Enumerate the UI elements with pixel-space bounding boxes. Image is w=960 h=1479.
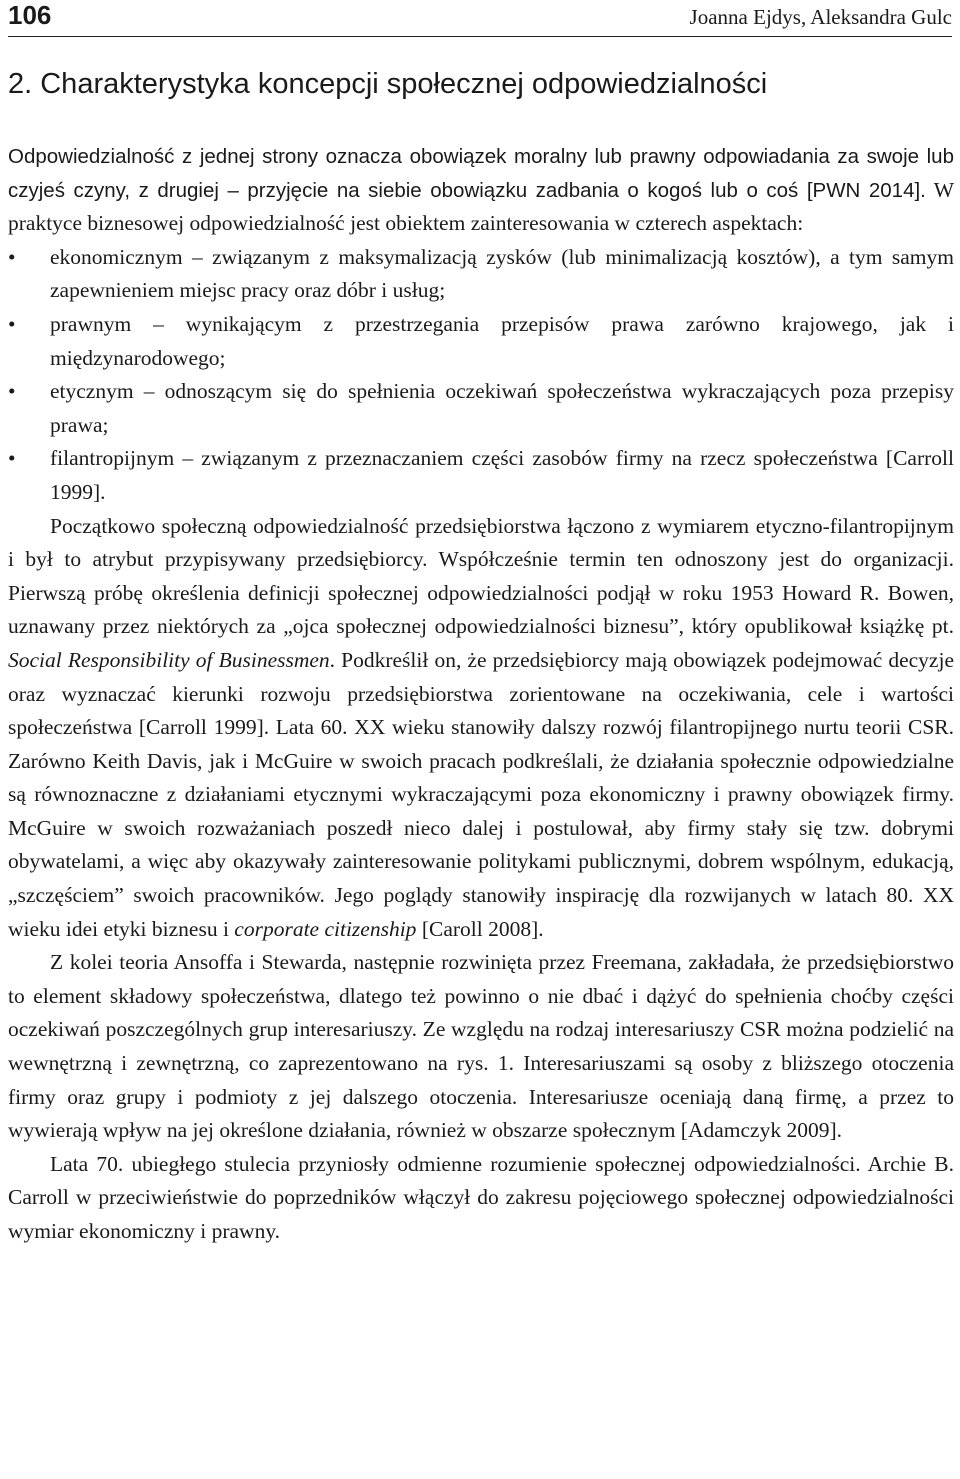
stakeholder-paragraph: Z kolei teoria Ansoffa i Stewarda, następnie rozwinięta przez Freemana, zakładała, że przedsiębiorstwo to element składowy społeczeństwa, dlatego też powinno o nie dbać i dążyć do spełnienia choćby części oczekiwań poszczególnych grup interesariuszy. Ze względu na rodzaj interesariuszy CSR można podzielić na wewnętrzną i zewnętrzną, co zaprezentowano na rys. 1. Interesariuszami są osoby z bliższego otoczenia firmy oraz grupy i podmioty z jej dalszego otoczenia. Interesariusze oceniają daną firmę, a przez to wywierają wpływ na jej określone działania, również w obszarze społecznym [Adamczyk 2009]. [8, 950, 954, 1143]
history-text-end: [Caroll 2008]. [416, 916, 544, 941]
aspect-ethical: etycznym – odnoszącym się do spełnienia oczekiwań społeczeństwa wykraczających poza przepisy prawa; [50, 379, 954, 437]
section-title: 2. Charakterystyka koncepcji społecznej odpowiedzialności [8, 68, 768, 100]
list-item [8, 442, 954, 509]
aspects-list [8, 241, 954, 510]
intro-aspects-lead: W praktyce biznesowej odpowiedzialność jest obiektem zainteresowania w czterech aspektach: [8, 177, 954, 236]
list-item [8, 241, 954, 308]
book-title: Social Responsibility of Businessmen [8, 647, 330, 672]
page-header [8, 0, 952, 37]
history-text-start: Początkowo społeczną odpowiedzialność przedsiębiorstwa łączono z wymiarem etyczno-filantropijnym i był to atrybut przypisywany przedsiębiorcy. Współcześnie termin ten odnoszony jest do organizacji. Pierwszą próbę określenia definicji społecznej odpowiedzialności podjął w roku 1953 Howard R. Bowen, uznawany przez niektórych za „ojca społecznej odpowiedzialności biznesu”, który opublikował książkę pt. [8, 513, 954, 639]
bullet-icon: • [8, 244, 16, 269]
carroll-paragraph: Lata 70. ubiegłego stulecia przyniosły odmienne rozumienie społecznej odpowiedzialności. Archie B. Carroll w przeciwieństwie do poprzedników włączył do zakresu pojęciowego społecznej odpowiedzialności wymiar ekonomiczny i prawny. [8, 1151, 954, 1243]
bullet-icon: • [8, 311, 16, 336]
page-number: 106 [8, 0, 52, 30]
aspect-legal: prawnym – wynikającym z przestrzegania przepisów prawa zarówno krajowego, jak i międzynarodowego; [50, 311, 954, 370]
list-item [8, 308, 954, 375]
bullet-icon: • [8, 446, 16, 471]
list-item [8, 375, 954, 442]
aspect-philanthropic: filantropijnym – związanym z przeznaczaniem części zasobów firmy na rzecz społeczeństwa [Carroll 1999]. [50, 446, 954, 504]
aspect-economic: ekonomicznym – związanym z maksymalizacją zysków (lub minimalizacją kosztów), a tym samym zapewnieniem miejsc pracy oraz dóbr i usług; [50, 244, 954, 303]
intro-paragraph [8, 140, 954, 241]
running-head-authors: Joanna Ejdys, Aleksandra Gulc [689, 5, 952, 29]
body-text [8, 140, 954, 1249]
history-text-middle: . Podkreślił on, że przedsiębiorcy mają obowiązek podejmować decyzje oraz wyznaczać kierunki rozwoju przedsiębiorstwa zorientowane na oczekiwania, cele i wartości społeczeństwa [Carroll 1999]. Lata 60. XX wieku stanowiły dalszy rozwój filantropijnego nurtu teorii CSR. Zarówno Keith Davis, jak i McGuire w swoich pracach podkreślali, że działania społecznie odpowiedzialne są równoznaczne z działaniami etycznymi wykraczającymi poza ekonomiczny i prawny obowiązek firmy. McGuire w swoich rozważaniach poszedł nieco dalej i postulował, aby firmy stały się tzw. dobrymi obywatelami, a więc aby okazywały zainteresowanie politykami publicznymi, dobrem wspólnym, edukacją, „szczęściem” swoich pracowników. Jego poglądy stanowiły inspirację dla rozwijanych w latach 80. XX wieku idei etyki biznesu i [8, 647, 954, 941]
corporate-citizenship-term: corporate citizenship [234, 916, 417, 941]
history-paragraph [8, 510, 954, 947]
bullet-icon: • [8, 379, 16, 404]
intro-definition: Odpowiedzialność z jednej strony oznacza obowiązek moralny lub prawny odpowiadania za swoje lub czyjeś czyny, z drugiej – przyjęcie na siebie obowiązku zadbania o kogoś lub o coś [PWN 2014]. [8, 145, 954, 202]
